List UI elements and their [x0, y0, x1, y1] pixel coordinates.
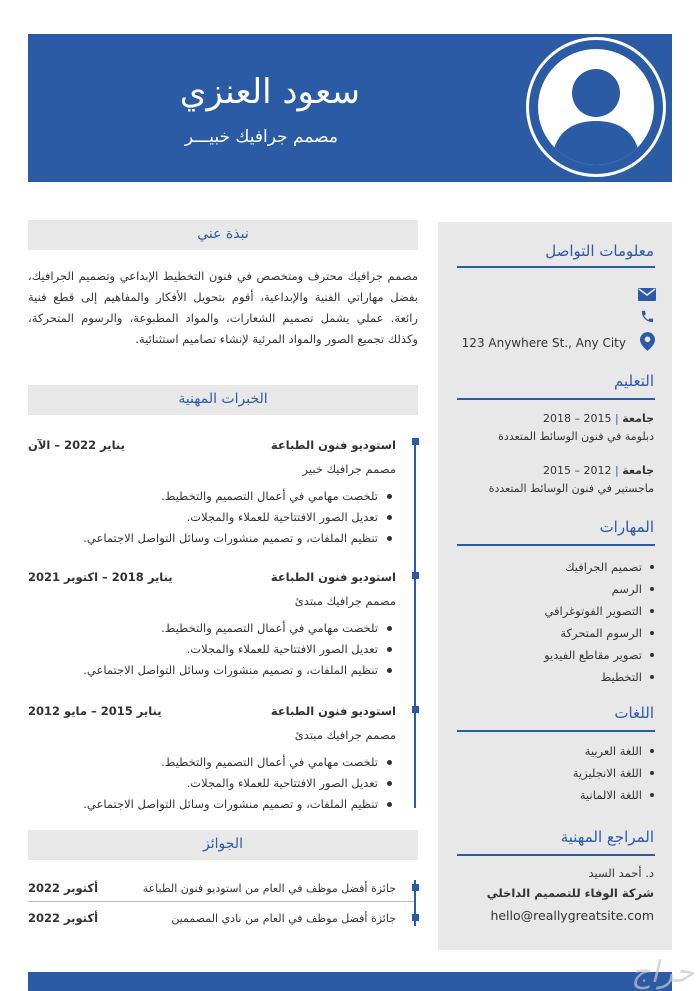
education-item-1-header: جامعة | 2015 – 2018: [543, 412, 654, 425]
skills-rule: [457, 544, 655, 546]
job-1-duties: [83, 486, 392, 549]
job-3-company: استوديو فنون الطباعة: [270, 704, 396, 718]
skill-item: تصميم الجرافيك: [544, 556, 654, 578]
skill-item: التخطيط: [544, 666, 654, 688]
language-item: اللغة العربية: [573, 740, 654, 762]
education-item-1-degree: دبلومة في فنون الوسائط المتعددة: [498, 430, 654, 443]
phone-icon: [640, 309, 655, 324]
reference-company: شركة الوفاء للتصميم الداخلي: [486, 886, 654, 900]
award-1-text: جائزة أفضل موظف في العام من استوديو فنون الطباعة: [142, 882, 396, 895]
language-item: اللغة الالمانية: [573, 784, 654, 806]
contact-rule: [457, 266, 655, 268]
timeline-marker: [412, 884, 419, 891]
timeline-marker: [412, 914, 419, 921]
contact-title: معلومات التواصل: [545, 242, 654, 260]
job-3-role: مصمم جرافيك مبتدئ: [294, 728, 396, 742]
education-rule: [457, 398, 655, 400]
references-title: المراجع المهنية: [560, 828, 654, 846]
language-item: اللغة الانجليزية: [573, 762, 654, 784]
award-1-date: أكتوبر 2022: [28, 881, 99, 895]
references-rule: [457, 854, 655, 856]
job-3-duties: [83, 752, 392, 815]
skill-item: الرسم: [544, 578, 654, 600]
candidate-job-title: مصمم جرافيك خبيـــر: [184, 127, 338, 147]
job-duty: تلخصت مهامي في أعمال التصميم والتخطيط.: [83, 486, 392, 507]
job-duty: تلخصت مهامي في أعمال التصميم والتخطيط.: [83, 618, 392, 639]
about-title: نبذة عني: [197, 226, 249, 242]
education-item-1-years: 2015 – 2018: [543, 412, 612, 425]
reference-name: د. أحمد السيد: [588, 866, 654, 880]
job-duty: تنظيم الملفات، و تصميم منشورات وسائل التواصل الاجتماعي.: [83, 660, 392, 681]
timeline-marker: [412, 438, 419, 445]
location-pin-icon: [640, 332, 655, 351]
languages-rule: [457, 730, 655, 732]
job-1-role: مصمم جرافيك خبير: [302, 462, 396, 476]
experience-title: الخبرات المهنية: [178, 391, 268, 407]
education-item-1-school: جامعة: [622, 412, 654, 425]
job-2-duties: [83, 618, 392, 681]
skill-item: تصوير مقاطع الفيديو: [544, 644, 654, 666]
job-duty: تنظيم الملفات، و تصميم منشورات وسائل التواصل الاجتماعي.: [83, 528, 392, 549]
awards-title: الجوائز: [203, 836, 243, 852]
job-1-company: استوديو فنون الطباعة: [270, 438, 396, 452]
experience-header-bar: [28, 385, 418, 415]
contact-address: 123 Anywhere St., Any City: [461, 336, 626, 350]
job-2-company: استوديو فنون الطباعة: [270, 570, 396, 584]
job-2-role: مصمم جرافيك مبتدئ: [294, 594, 396, 608]
avatar-icon: [538, 49, 654, 165]
sidebar-panel: [438, 222, 672, 950]
job-duty: تلخصت مهامي في أعمال التصميم والتخطيط.: [83, 752, 392, 773]
languages-list: [573, 740, 654, 806]
timeline-marker: [412, 706, 419, 713]
experience-timeline: [414, 438, 416, 808]
watermark: حراج: [631, 955, 694, 990]
footer-bar: [28, 972, 672, 991]
job-duty: تعديل الصور الافتتاحية للعملاء والمجلات.: [83, 639, 392, 660]
candidate-name: سعود العنزي: [179, 72, 360, 112]
education-item-2-degree: ماجستير في فنون الوسائط المتعددة: [488, 482, 654, 495]
awards-header-bar: [28, 830, 418, 860]
education-item-2-school: جامعة: [622, 464, 654, 477]
timeline-marker: [412, 572, 419, 579]
skills-list: [544, 556, 654, 688]
skills-title: المهارات: [599, 518, 654, 536]
job-3-date: يناير 2015 – مايو 2012: [28, 704, 162, 718]
job-duty: تعديل الصور الافتتاحية للعملاء والمجلات.: [83, 773, 392, 794]
profile-photo: [526, 37, 666, 177]
envelope-icon: [638, 288, 656, 301]
job-1-date: يناير 2022 – الآن: [28, 438, 125, 452]
award-2-text: جائزة أفضل موظف في العام من نادي المصممين: [171, 912, 396, 925]
skill-item: الرسوم المتحركة: [544, 622, 654, 644]
job-duty: تعديل الصور الافتتاحية للعملاء والمجلات.: [83, 507, 392, 528]
about-header-bar: [28, 220, 418, 250]
job-2-date: يناير 2018 – اكتوبر 2021: [28, 570, 173, 584]
header-banner: [28, 34, 672, 182]
award-divider: [28, 901, 414, 902]
reference-email: hello@reallygreatsite.com: [490, 908, 654, 923]
education-title: التعليم: [614, 372, 654, 390]
languages-title: اللغات: [614, 704, 654, 722]
education-item-2-years: 2012 – 2015: [543, 464, 612, 477]
award-2-date: أكتوبر 2022: [28, 911, 99, 925]
about-text: مصمم جرافيك محترف ومتخصص في فنون التخطيط الإبداعي وتصميم الجرافيك، بفضل مهاراتي الفنية والإبداعية، أقوم بتحويل الأفكار والمفاهيم إلى قطع فنية رائعة. عملي يشمل تصميم الشعارات، والمواد المطبوعة، والرسوم المتحركة، وكذلك تجميع الصور والمواد المرئية لإنشاء تصاميم استثنائية.: [28, 269, 418, 346]
education-item-2-header: جامعة | 2012 – 2015: [543, 464, 654, 477]
job-duty: تنظيم الملفات، و تصميم منشورات وسائل التواصل الاجتماعي.: [83, 794, 392, 815]
skill-item: التصوير الفوتوغرافي: [544, 600, 654, 622]
